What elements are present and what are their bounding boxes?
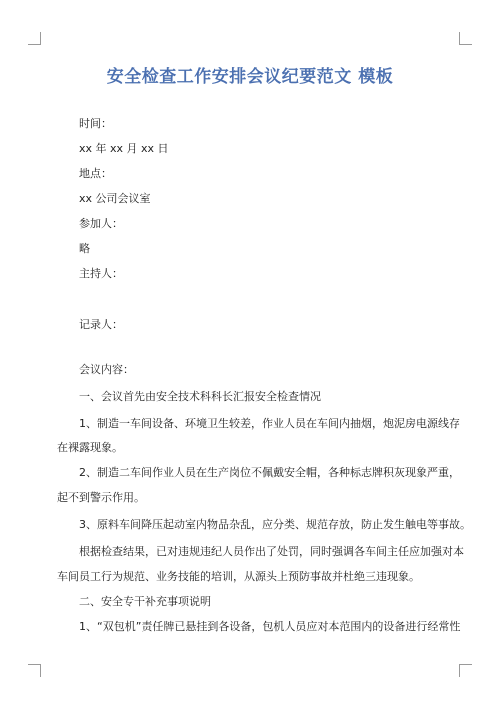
paragraph-line: 在裸露现象。: [57, 441, 123, 454]
section-heading-1: 一、会议首先由安全技术科科长汇报安全检查情况: [79, 390, 321, 403]
crop-mark-top-left: [28, 32, 41, 45]
attendees-value: 略: [79, 242, 90, 255]
crop-mark-bottom-left: [28, 664, 41, 677]
location-label: 地点：: [79, 167, 112, 180]
paragraph-line: 车间员工行为规范、业务技能的培训，从源头上预防事故并杜绝三违现象。: [57, 570, 420, 583]
recorder-label: 记录人：: [79, 318, 123, 331]
document-title: 安全检查工作安排会议纪要范文 模板: [106, 67, 394, 87]
paragraph-line: 3、原料车间降压起动室内物品杂乱，应分类、规范存放，防止发生触电等事故。: [79, 518, 471, 531]
time-label: 时间：: [79, 117, 112, 130]
crop-mark-bottom-right: [459, 664, 472, 677]
paragraph-line: 根据检查结果，已对违规违纪人员作出了处罚，同时强调各车间主任应加强对本: [79, 545, 464, 558]
crop-mark-top-right: [459, 32, 472, 45]
location-value: xx 公司会议室: [79, 192, 151, 205]
paragraph-line: 2、制造二车间作业人员在生产岗位不佩戴安全帽，各种标志牌积灰现象严重，: [79, 466, 460, 479]
content-label: 会议内容：: [79, 363, 134, 376]
paragraph-line: 起不到警示作用。: [57, 491, 145, 504]
paragraph-line: 1、制造一车间设备、环境卫生较差，作业人员在车间内抽烟，炮泥房电源线存: [79, 417, 460, 430]
host-label: 主持人：: [79, 267, 123, 280]
attendees-label: 参加人：: [79, 217, 123, 230]
date-value: xx 年 xx 月 xx 日: [79, 142, 169, 155]
paragraph-line: 1、“双包机”责任牌已悬挂到各设备，包机人员应对本范围内的设备进行经常性: [79, 620, 461, 633]
section-heading-2: 二、安全专干补充事项说明: [79, 595, 211, 608]
